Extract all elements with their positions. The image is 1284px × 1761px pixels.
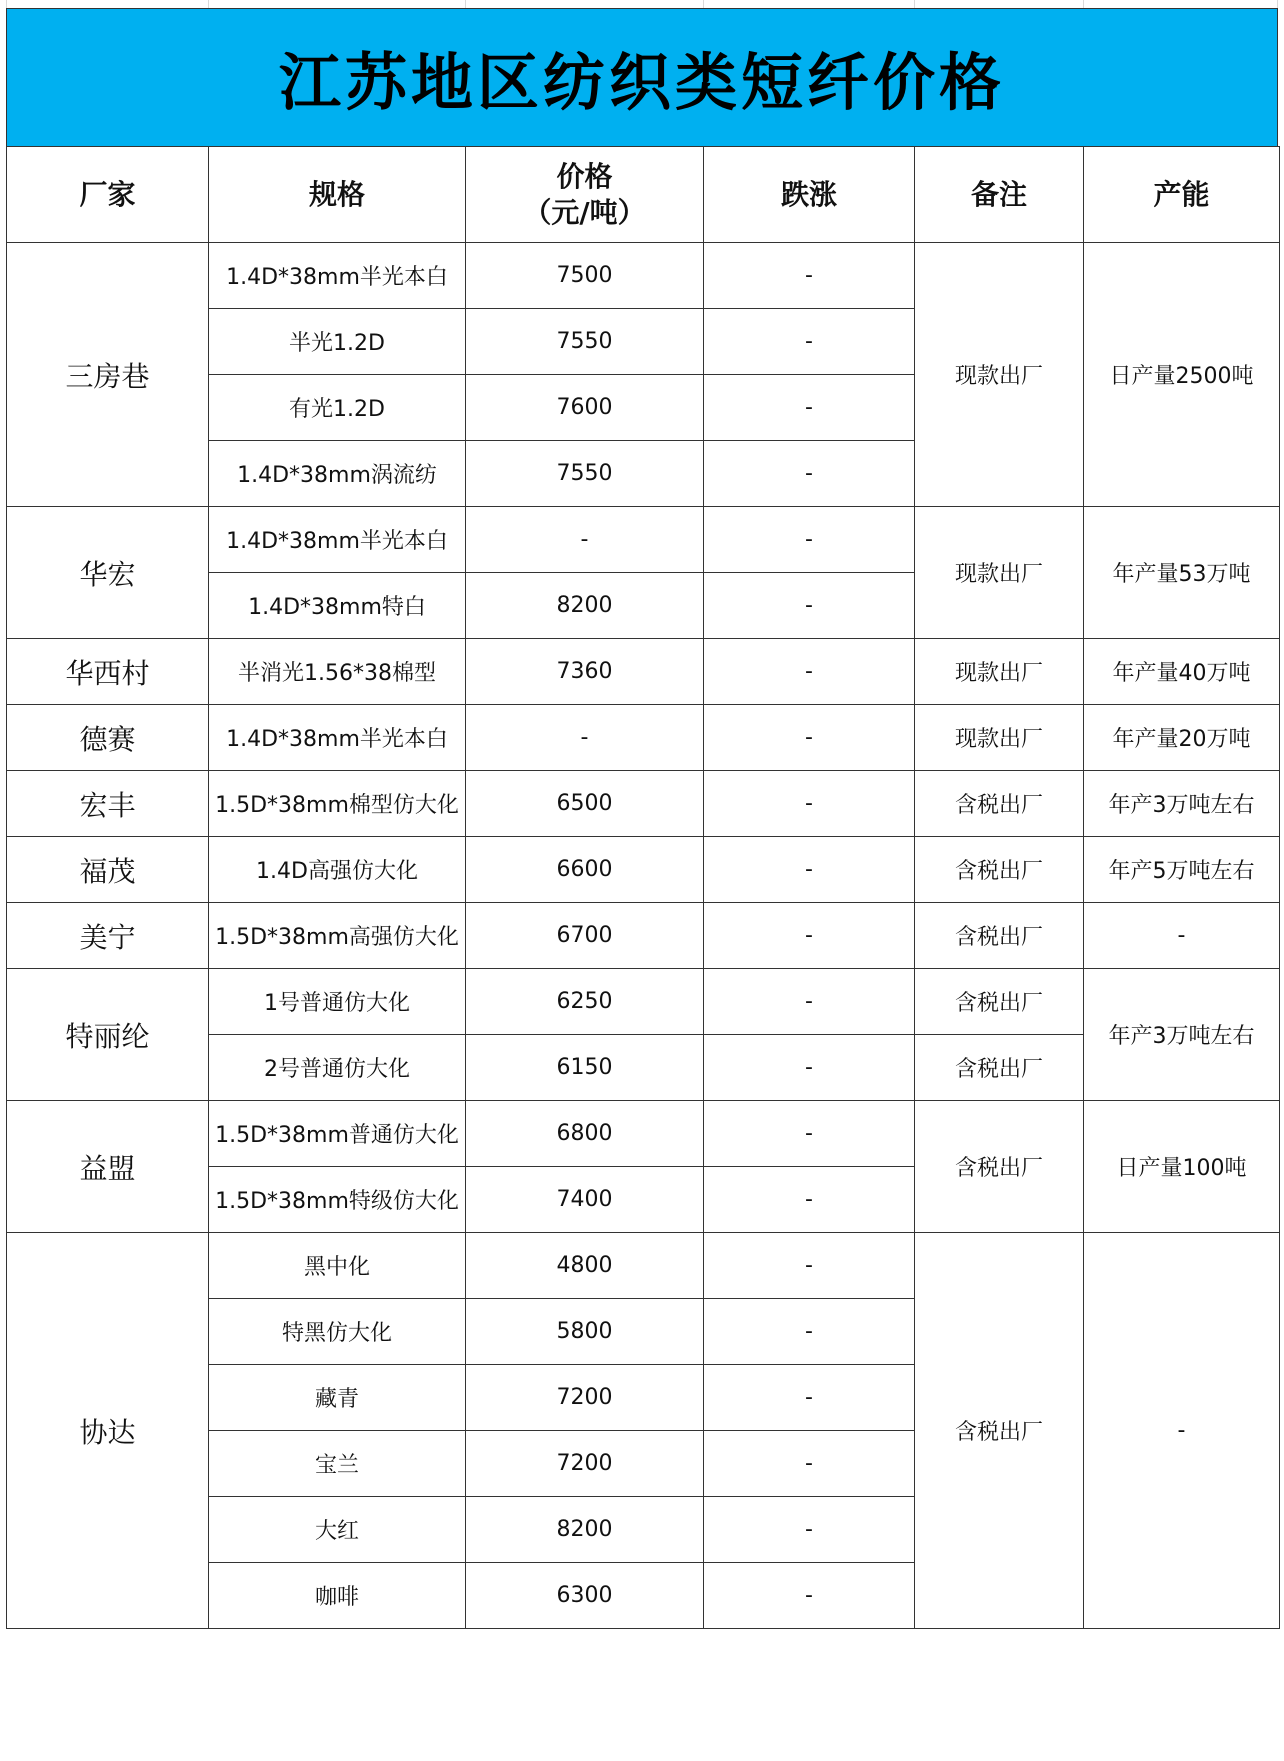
price-cell: 6800	[466, 1101, 704, 1167]
price-cell: 7600	[466, 375, 704, 441]
price-cell: 6250	[466, 969, 704, 1035]
spec-cell: 1.4D*38mm涡流纺	[209, 441, 466, 507]
spec-cell: 2号普通仿大化	[209, 1035, 466, 1101]
change-cell: -	[704, 1431, 915, 1497]
table-row	[7, 243, 1280, 309]
spec-cell: 1.5D*38mm棉型仿大化	[209, 771, 466, 837]
spec-cell: 1.4D*38mm特白	[209, 573, 466, 639]
change-cell: -	[704, 837, 915, 903]
maker-cell: 华西村	[7, 639, 209, 705]
spec-cell: 1.4D*38mm半光本白	[209, 705, 466, 771]
note-cell: 现款出厂	[915, 507, 1084, 639]
spec-cell: 1.4D*38mm半光本白	[209, 507, 466, 573]
maker-cell: 协达	[7, 1233, 209, 1629]
change-cell: -	[704, 1101, 915, 1167]
change-cell: -	[704, 243, 915, 309]
maker-cell: 特丽纶	[7, 969, 209, 1101]
maker-cell: 华宏	[7, 507, 209, 639]
table-row	[7, 639, 1280, 705]
header-spec: 规格	[209, 147, 466, 243]
spec-cell: 1.4D*38mm半光本白	[209, 243, 466, 309]
table-row	[7, 903, 1280, 969]
price-cell: 6500	[466, 771, 704, 837]
table-body	[7, 243, 1280, 1629]
change-cell: -	[704, 507, 915, 573]
header-note: 备注	[915, 147, 1084, 243]
note-cell: 含税出厂	[915, 771, 1084, 837]
change-cell: -	[704, 573, 915, 639]
header-capacity: 产能	[1084, 147, 1280, 243]
change-cell: -	[704, 771, 915, 837]
maker-cell: 德赛	[7, 705, 209, 771]
spec-cell: 藏青	[209, 1365, 466, 1431]
table-row	[7, 1101, 1280, 1167]
spec-cell: 1.5D*38mm普通仿大化	[209, 1101, 466, 1167]
spec-cell: 咖啡	[209, 1563, 466, 1629]
note-cell: 含税出厂	[915, 969, 1084, 1035]
spec-cell: 大红	[209, 1497, 466, 1563]
header-price	[466, 147, 704, 243]
price-cell: 6700	[466, 903, 704, 969]
maker-cell: 三房巷	[7, 243, 209, 507]
change-cell: -	[704, 375, 915, 441]
price-cell: -	[466, 705, 704, 771]
capacity-cell: 年产3万吨左右	[1084, 969, 1280, 1101]
change-cell: -	[704, 1299, 915, 1365]
change-cell: -	[704, 903, 915, 969]
spec-cell: 黑中化	[209, 1233, 466, 1299]
page-title: 江苏地区纺织类短纤价格	[278, 46, 1005, 119]
price-cell: 8200	[466, 1497, 704, 1563]
price-cell: 4800	[466, 1233, 704, 1299]
header-price-line2: （元/吨）	[523, 195, 646, 229]
price-cell: 7200	[466, 1365, 704, 1431]
table-row	[7, 507, 1280, 573]
price-cell: 8200	[466, 573, 704, 639]
change-cell: -	[704, 1233, 915, 1299]
spec-cell: 特黑仿大化	[209, 1299, 466, 1365]
note-cell: 现款出厂	[915, 705, 1084, 771]
header-price-line1: 价格	[556, 159, 613, 193]
spec-cell: 有光1.2D	[209, 375, 466, 441]
table-row	[7, 1233, 1280, 1299]
capacity-cell: 年产量53万吨	[1084, 507, 1280, 639]
spec-cell: 宝兰	[209, 1431, 466, 1497]
maker-cell: 福茂	[7, 837, 209, 903]
change-cell: -	[704, 1365, 915, 1431]
note-cell: 含税出厂	[915, 1035, 1084, 1101]
change-cell: -	[704, 441, 915, 507]
note-cell: 含税出厂	[915, 1233, 1084, 1629]
maker-cell: 宏丰	[7, 771, 209, 837]
price-cell: 7400	[466, 1167, 704, 1233]
spec-cell: 1.5D*38mm高强仿大化	[209, 903, 466, 969]
header-change: 跌涨	[704, 147, 915, 243]
capacity-cell: 年产量40万吨	[1084, 639, 1280, 705]
spec-cell: 半光1.2D	[209, 309, 466, 375]
price-cell: 7360	[466, 639, 704, 705]
header-maker: 厂家	[7, 147, 209, 243]
price-cell: 7550	[466, 441, 704, 507]
spec-cell: 半消光1.56*38棉型	[209, 639, 466, 705]
title-bar	[6, 8, 1278, 147]
change-cell: -	[704, 639, 915, 705]
change-cell: -	[704, 705, 915, 771]
price-cell: 7550	[466, 309, 704, 375]
spec-cell: 1.5D*38mm特级仿大化	[209, 1167, 466, 1233]
price-cell: 7200	[466, 1431, 704, 1497]
price-cell: -	[466, 507, 704, 573]
change-cell: -	[704, 1563, 915, 1629]
capacity-cell: -	[1084, 1233, 1280, 1629]
price-cell: 7500	[466, 243, 704, 309]
capacity-cell: 日产量2500吨	[1084, 243, 1280, 507]
table-row	[7, 969, 1280, 1035]
price-cell: 6600	[466, 837, 704, 903]
change-cell: -	[704, 309, 915, 375]
capacity-cell: 年产5万吨左右	[1084, 837, 1280, 903]
note-cell: 含税出厂	[915, 903, 1084, 969]
capacity-cell: 年产量20万吨	[1084, 705, 1280, 771]
capacity-cell: -	[1084, 903, 1280, 969]
capacity-cell: 日产量100吨	[1084, 1101, 1280, 1233]
note-cell: 含税出厂	[915, 1101, 1084, 1233]
table-row	[7, 771, 1280, 837]
maker-cell: 益盟	[7, 1101, 209, 1233]
change-cell: -	[704, 1497, 915, 1563]
price-cell: 6300	[466, 1563, 704, 1629]
change-cell: -	[704, 969, 915, 1035]
note-cell: 含税出厂	[915, 837, 1084, 903]
table-row	[7, 837, 1280, 903]
change-cell: -	[704, 1035, 915, 1101]
price-cell: 6150	[466, 1035, 704, 1101]
capacity-cell: 年产3万吨左右	[1084, 771, 1280, 837]
header-row	[7, 147, 1280, 243]
spec-cell: 1.4D高强仿大化	[209, 837, 466, 903]
change-cell: -	[704, 1167, 915, 1233]
note-cell: 现款出厂	[915, 243, 1084, 507]
spreadsheet-grid-lines	[0, 0, 1284, 8]
price-table	[6, 146, 1280, 1629]
table-row	[7, 705, 1280, 771]
maker-cell: 美宁	[7, 903, 209, 969]
note-cell: 现款出厂	[915, 639, 1084, 705]
spec-cell: 1号普通仿大化	[209, 969, 466, 1035]
price-cell: 5800	[466, 1299, 704, 1365]
